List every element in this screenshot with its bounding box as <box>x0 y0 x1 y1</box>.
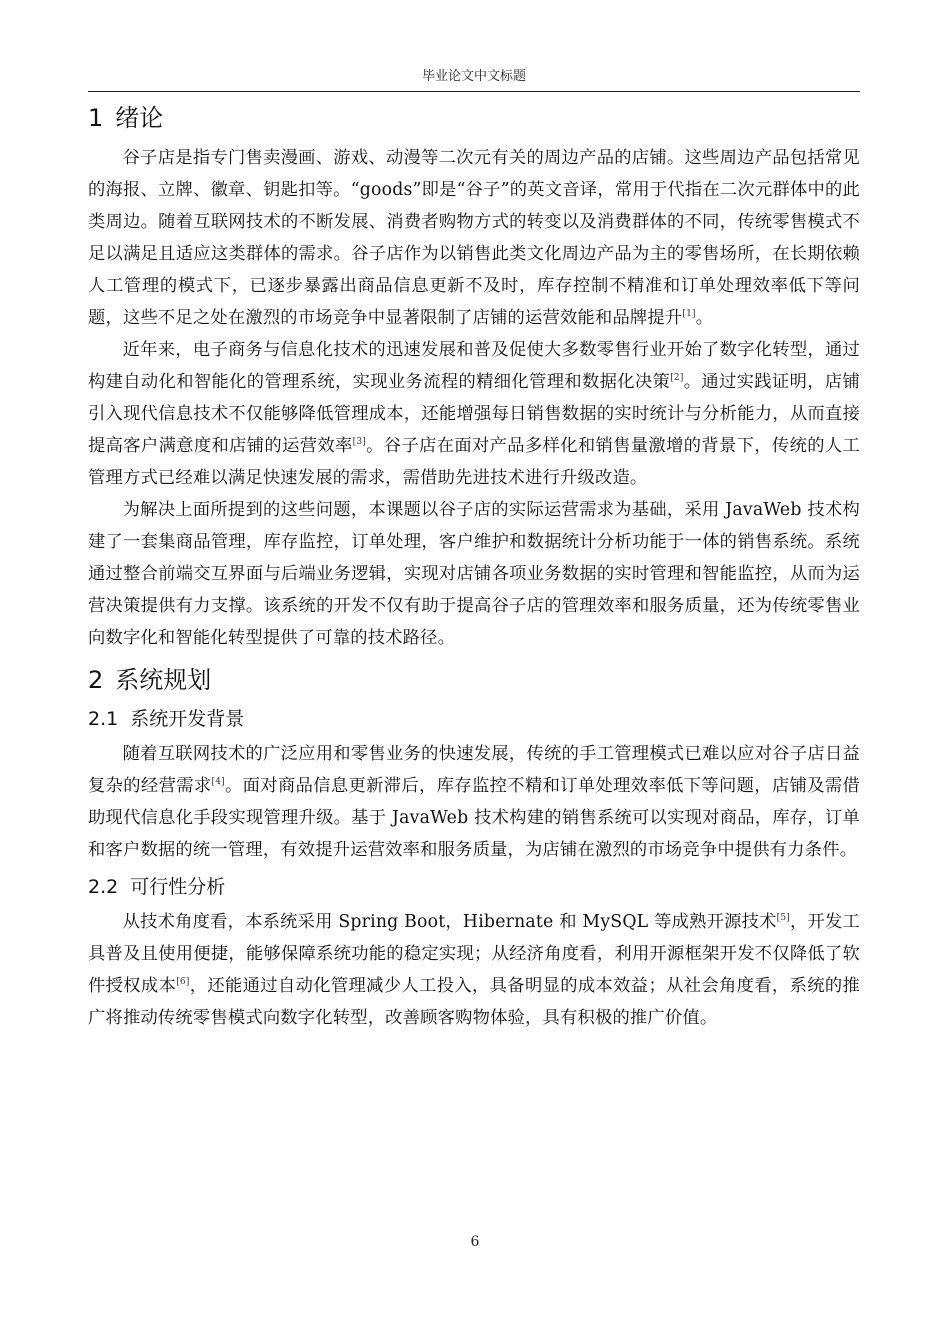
running-header: 毕业论文中文标题 <box>421 69 526 84</box>
section-2-2-heading <box>88 872 860 902</box>
section-2-number: 2 <box>88 666 104 694</box>
s22-p1-c: ，还能通过自动化管理减少人工投入，具备明显的成本效益；从社会角度看，系统的推广将推动传统零售模式向数字化转型，改善顾客购物体验，具有积极的推广价值。 <box>88 976 860 1028</box>
s21-paragraph-1 <box>88 738 860 866</box>
header-rule <box>88 91 860 92</box>
section-2-2-title: 可行性分析 <box>130 876 226 898</box>
s1-p1-tail: 。 <box>695 308 714 328</box>
citation-5: [5] <box>776 913 790 923</box>
citation-6: [6] <box>176 977 190 987</box>
s22-p1-b: ，开发工具普及且使用便捷，能够保障系统功能的稳定实现；从经济角度看，利用开源框架开发不仅降低了软件授权成本 <box>88 912 860 996</box>
body-content <box>88 100 860 1034</box>
section-2-heading <box>88 662 860 698</box>
section-2-1-heading <box>88 704 860 734</box>
citation-3: [3] <box>352 437 366 447</box>
s1-paragraph-1 <box>88 142 860 334</box>
citation-1: [1] <box>682 309 696 319</box>
section-2-2-number: 2.2 <box>88 876 119 898</box>
s22-paragraph-1 <box>88 906 860 1034</box>
section-2-1-number: 2.1 <box>88 708 119 730</box>
s22-p1-a: 从技术角度看，本系统采用 Spring Boot，Hibernate 和 MySQL 等成熟开源技术 <box>122 912 777 932</box>
s1-p2-b: 。通过实践证明，店铺引入现代信息技术不仅能够降低管理成本，还能增强每日销售数据的实时统计与分析能力，从而直接提高客户满意度和店铺的运营效率 <box>88 372 860 456</box>
s1-paragraph-2 <box>88 334 860 494</box>
page-number: 6 <box>470 1234 480 1250</box>
citation-2: [2] <box>670 373 684 383</box>
citation-4: [4] <box>211 777 225 787</box>
section-1-title: 绪论 <box>115 104 164 132</box>
section-2-title: 系统规划 <box>115 666 212 694</box>
s21-p1-b: 。面对商品信息更新滞后，库存监控不精和订单处理效率低下等问题，店铺及需借助现代信息化手段实现管理升级。基于 JavaWeb 技术构建的销售系统可以实现对商品，库存，订单和客户数据的统一管理，有效提升运营效率和服务质量，为店铺在激烈的市场竞争中提供有力条件。 <box>88 776 860 860</box>
section-1-number: 1 <box>88 104 104 132</box>
s1-p2-a: 近年来，电子商务与信息化技术的迅速发展和普及促使大多数零售行业开始了数字化转型，通过构建自动化和智能化的管理系统，实现业务流程的精细化管理和数据化决策 <box>88 340 860 392</box>
section-2-1-title: 系统开发背景 <box>130 708 245 730</box>
s1-p1-text: 谷子店是指专门售卖漫画、游戏、动漫等二次元有关的周边产品的店铺。这些周边产品包括常见的海报、立牌、徽章、钥匙扣等。“goods”即是“谷子”的英文音译，常用于代指在二次元群体中的此类周边。随着互联网技术的不断发展、消费者购物方式的转变以及消费群体的不同，传统零售模式不足以满足且适应这类群体的需求。谷子店作为以销售此类文化周边产品为主的零售场所，在长期依赖人工管理的模式下，已逐步暴露出商品信息更新不及时，库存控制不精准和订单处理效率低下等问题，这些不足之处在激烈的市场竞争中显著限制了店铺的运营效能和品牌提升 <box>88 148 860 328</box>
s21-p1-a: 随着互联网技术的广泛应用和零售业务的快速发展，传统的手工管理模式已难以应对谷子店日益复杂的经营需求 <box>88 744 860 796</box>
section-1-heading <box>88 100 860 136</box>
s1-p2-c: 。谷子店在面对产品多样化和销售量激增的背景下，传统的人工管理方式已经难以满足快速发展的需求，需借助先进技术进行升级改造。 <box>88 436 860 488</box>
s1-paragraph-3: 为解决上面所提到的这些问题，本课题以谷子店的实际运营需求为基础，采用 JavaWeb 技术构建了一套集商品管理，库存监控，订单处理，客户维护和数据统计分析功能于一体的销售系统。系统通过整合前端交互界面与后端业务逻辑，实现对店铺各项业务数据的实时管理和智能监控，从而为运营决策提供有力支撑。该系统的开发不仅有助于提高谷子店的管理效率和服务质量，还为传统零售业向数字化和智能化转型提供了可靠的技术路径。 <box>88 500 860 648</box>
